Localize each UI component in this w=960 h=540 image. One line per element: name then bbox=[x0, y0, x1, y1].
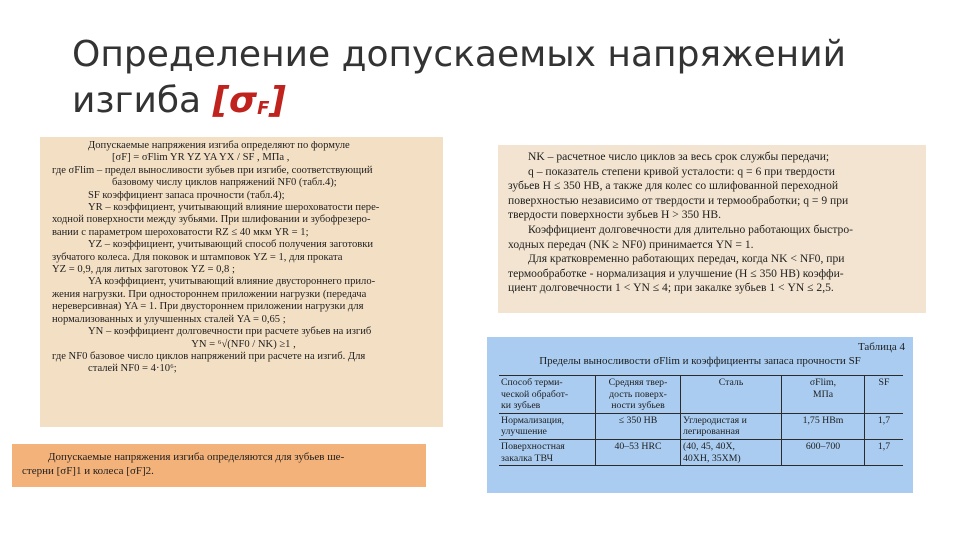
text-line: жения нагрузки. При одностороннем приложении нагрузки (передача bbox=[52, 288, 367, 300]
table-cell: 600–700 bbox=[782, 439, 865, 465]
sigma-f-symbol: $[\sigma_F]$ bbox=[212, 80, 286, 121]
header-cell: σFlim, МПа bbox=[782, 376, 865, 414]
table-cell: Углеродистая и легированная bbox=[681, 413, 782, 439]
text-line: где NF0 базовое число циклов напряжений при расчете на изгиб. Для bbox=[52, 350, 366, 362]
title-line-2: изгиба bbox=[72, 80, 213, 121]
text-line: YA коэффициент, учитывающий влияние двустороннего прило- bbox=[88, 276, 376, 288]
table-row bbox=[499, 439, 903, 465]
text-line: нормализованных и улучшенных сталей YA = 0,65 ; bbox=[52, 313, 286, 325]
table-4-block bbox=[487, 337, 913, 493]
text-line: зубьев H ≤ 350 HB, а также для колес со шлифованной переходной bbox=[508, 179, 839, 193]
text-line: поверхностью независимо от твердости и термообработки; q = 9 при bbox=[508, 193, 849, 207]
text-line: YN – коэффициент долговечности при расчете зубьев на изгиб bbox=[88, 326, 372, 338]
text-line: базовому числу циклов напряжений NF0 (табл.4); bbox=[112, 177, 337, 189]
header-cell: Средняя твер- дость поверх- ности зубьев bbox=[596, 376, 681, 414]
text-line: где σFlim – предел выносливости зубьев при изгибе, соответствующий bbox=[52, 164, 373, 176]
table-cell: ≤ 350 HB bbox=[596, 413, 681, 439]
table-cell: 40–53 HRC bbox=[596, 439, 681, 465]
text-line: Для кратковременно работающих передач, когда NK < NF0, при bbox=[528, 252, 845, 266]
durability-text-block bbox=[498, 145, 926, 313]
text-line: ходной поверхности между зубьями. При шлифовании и зубофрезеро- bbox=[52, 214, 371, 226]
header-cell: Способ терми- ческой обработ- ки зубьев bbox=[499, 376, 596, 414]
text-line: YZ – коэффициент, учитывающий способ получения заготовки bbox=[88, 239, 374, 251]
text-line: Допускаемые напряжения изгиба определяют по формуле bbox=[88, 140, 350, 151]
slide-title bbox=[72, 32, 892, 132]
formula-line: [σF] = σFlim YR YZ YA YX / SF , МПа , bbox=[112, 152, 290, 164]
text-line: NK – расчетное число циклов за весь срок службы передачи; bbox=[528, 150, 830, 163]
text-line: Допускаемые напряжения изгиба определяются для зубьев ше- bbox=[48, 451, 345, 463]
table-cell: Поверхностная закалка ТВЧ bbox=[499, 439, 596, 465]
table-cell: Нормализация, улучшение bbox=[499, 413, 596, 439]
table-header-row bbox=[499, 376, 903, 414]
text-line: нереверсивная) YA = 1. При двустороннем приложении нагрузки для bbox=[52, 301, 364, 313]
table-cell: 1,7 bbox=[865, 413, 904, 439]
text-line: SF коэффициент запаса прочности (табл.4); bbox=[88, 189, 285, 201]
table-cell: 1,75 HBm bbox=[782, 413, 865, 439]
endurance-limits-table bbox=[499, 375, 903, 466]
title-line-1: Определение допускаемых напряжений bbox=[72, 34, 846, 75]
text-line: q – показатель степени кривой усталости: q = 6 при твердости bbox=[528, 164, 835, 178]
text-line: стерни [σF]1 и колеса [σF]2. bbox=[22, 465, 154, 477]
formula-text-block bbox=[40, 137, 443, 427]
text-line: циент долговечности 1 < YN ≤ 4; при закалке зубьев 1 < YN ≤ 2,5. bbox=[508, 281, 834, 295]
table-row bbox=[499, 413, 903, 439]
table-cell: 1,7 bbox=[865, 439, 904, 465]
text-line: зубчатого колеса. Для поковок и штамповок YZ = 1, для проката bbox=[52, 251, 343, 263]
text-line: вании с параметром шероховатости RZ ≤ 40 мкм YR = 1; bbox=[52, 226, 309, 238]
text-line: YR – коэффициент, учитывающий влияние шероховатости пере- bbox=[88, 202, 380, 214]
table-caption: Таблица 4 bbox=[857, 341, 905, 353]
table-cell: (40, 45, 40Х, 40ХН, 35ХМ) bbox=[681, 439, 782, 465]
text-line: YZ = 0,9, для литых заготовок YZ = 0,8 ; bbox=[52, 264, 235, 276]
header-cell: SF bbox=[865, 376, 904, 414]
highlight-note-block bbox=[12, 444, 426, 487]
header-cell: Сталь bbox=[681, 376, 782, 414]
text-line: Коэффициент долговечности для длительно работающих быстро- bbox=[528, 222, 853, 236]
text-line: термообработке - нормализация и улучшение (H ≤ 350 HB) коэффи- bbox=[508, 266, 844, 280]
formula-line: YN = ⁶√(NF0 / NK) ≥1 , bbox=[191, 338, 296, 350]
text-line: ходных передач (NK ≥ NF0) принимается YN = 1. bbox=[508, 237, 754, 251]
table-title: Пределы выносливости σFlim и коэффициенты запаса прочности SF bbox=[539, 355, 861, 367]
text-line: сталей NF0 = 4·10⁶; bbox=[88, 363, 177, 375]
text-line: твердости поверхности зубьев H > 350 HB. bbox=[508, 208, 722, 222]
